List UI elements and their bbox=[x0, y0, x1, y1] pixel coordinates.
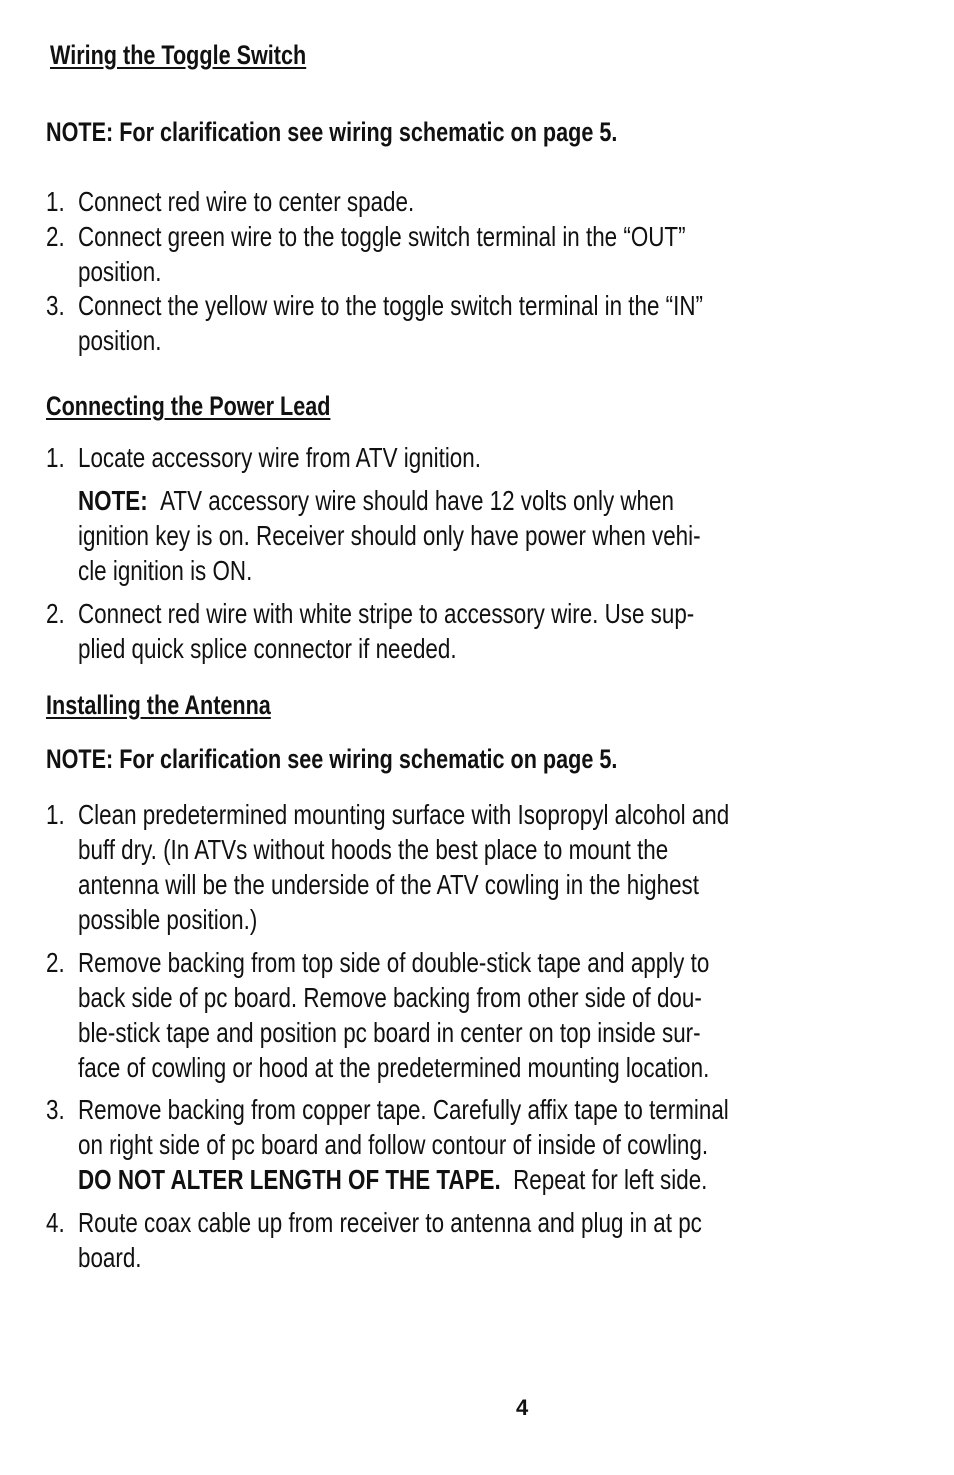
note-text: ignition key is on. Receiver should only have power when vehi- bbox=[78, 520, 701, 551]
list-number: 1. bbox=[46, 186, 65, 217]
list-number: 3. bbox=[46, 1094, 65, 1125]
list-text: Clean predetermined mounting surface with Isopropyl alcohol and bbox=[78, 799, 730, 830]
page-number: 4 bbox=[516, 1395, 529, 1420]
list-text: Connect red wire with white stripe to accessory wire. Use sup- bbox=[78, 598, 695, 629]
list-number: 2. bbox=[46, 947, 65, 978]
list-text: antenna will be the underside of the ATV cowling in the highest bbox=[78, 869, 699, 900]
list-text: on right side of pc board and follow contour of inside of cowling. bbox=[78, 1129, 709, 1160]
list-number: 2. bbox=[46, 598, 65, 629]
list-text: position. bbox=[78, 256, 162, 287]
list-number: 3. bbox=[46, 290, 65, 321]
section-heading-antenna: Installing the Antenna bbox=[46, 690, 271, 720]
list-text: ble-stick tape and position pc board in center on top inside sur- bbox=[78, 1017, 701, 1048]
note-schematic-2: NOTE: For clarification see wiring schematic on page 5. bbox=[46, 744, 618, 774]
note-schematic-1: NOTE: For clarification see wiring schematic on page 5. bbox=[46, 117, 618, 147]
list-text: Repeat for left side. bbox=[500, 1164, 708, 1195]
list-text: Remove backing from copper tape. Carefully affix tape to terminal bbox=[78, 1094, 729, 1125]
warning-text: DO NOT ALTER LENGTH OF THE TAPE. bbox=[78, 1164, 501, 1195]
list-text: Route coax cable up from receiver to antenna and plug in at pc bbox=[78, 1207, 702, 1238]
list-text: position. bbox=[78, 325, 162, 356]
list-text: board. bbox=[78, 1242, 142, 1273]
list-text: Connect green wire to the toggle switch terminal in the “OUT” bbox=[78, 221, 686, 252]
list-text: face of cowling or hood at the predetermined mounting location. bbox=[78, 1052, 710, 1083]
list-text: buff dry. (In ATVs without hoods the best place to mount the bbox=[78, 834, 669, 865]
list-number: 1. bbox=[46, 799, 65, 830]
list-text: Locate accessory wire from ATV ignition. bbox=[78, 442, 481, 473]
list-text: possible position.) bbox=[78, 904, 258, 935]
list-number: 2. bbox=[46, 221, 65, 252]
list-text: back side of pc board. Remove backing from other side of dou- bbox=[78, 982, 702, 1013]
section-heading-power-lead: Connecting the Power Lead bbox=[46, 391, 331, 421]
note-text: ATV accessory wire should have 12 volts only when bbox=[160, 485, 674, 516]
section-heading-toggle-switch: Wiring the Toggle Switch bbox=[50, 40, 307, 70]
list-number: 4. bbox=[46, 1207, 65, 1238]
list-text: Remove backing from top side of double-stick tape and apply to bbox=[78, 947, 710, 978]
list-text: plied quick splice connector if needed. bbox=[78, 633, 457, 664]
note-label: NOTE: bbox=[78, 485, 148, 516]
list-text: Connect the yellow wire to the toggle switch terminal in the “IN” bbox=[78, 290, 703, 321]
list-text: Connect red wire to center spade. bbox=[78, 186, 415, 217]
list-number: 1. bbox=[46, 442, 65, 473]
note-text: cle ignition is ON. bbox=[78, 555, 253, 586]
